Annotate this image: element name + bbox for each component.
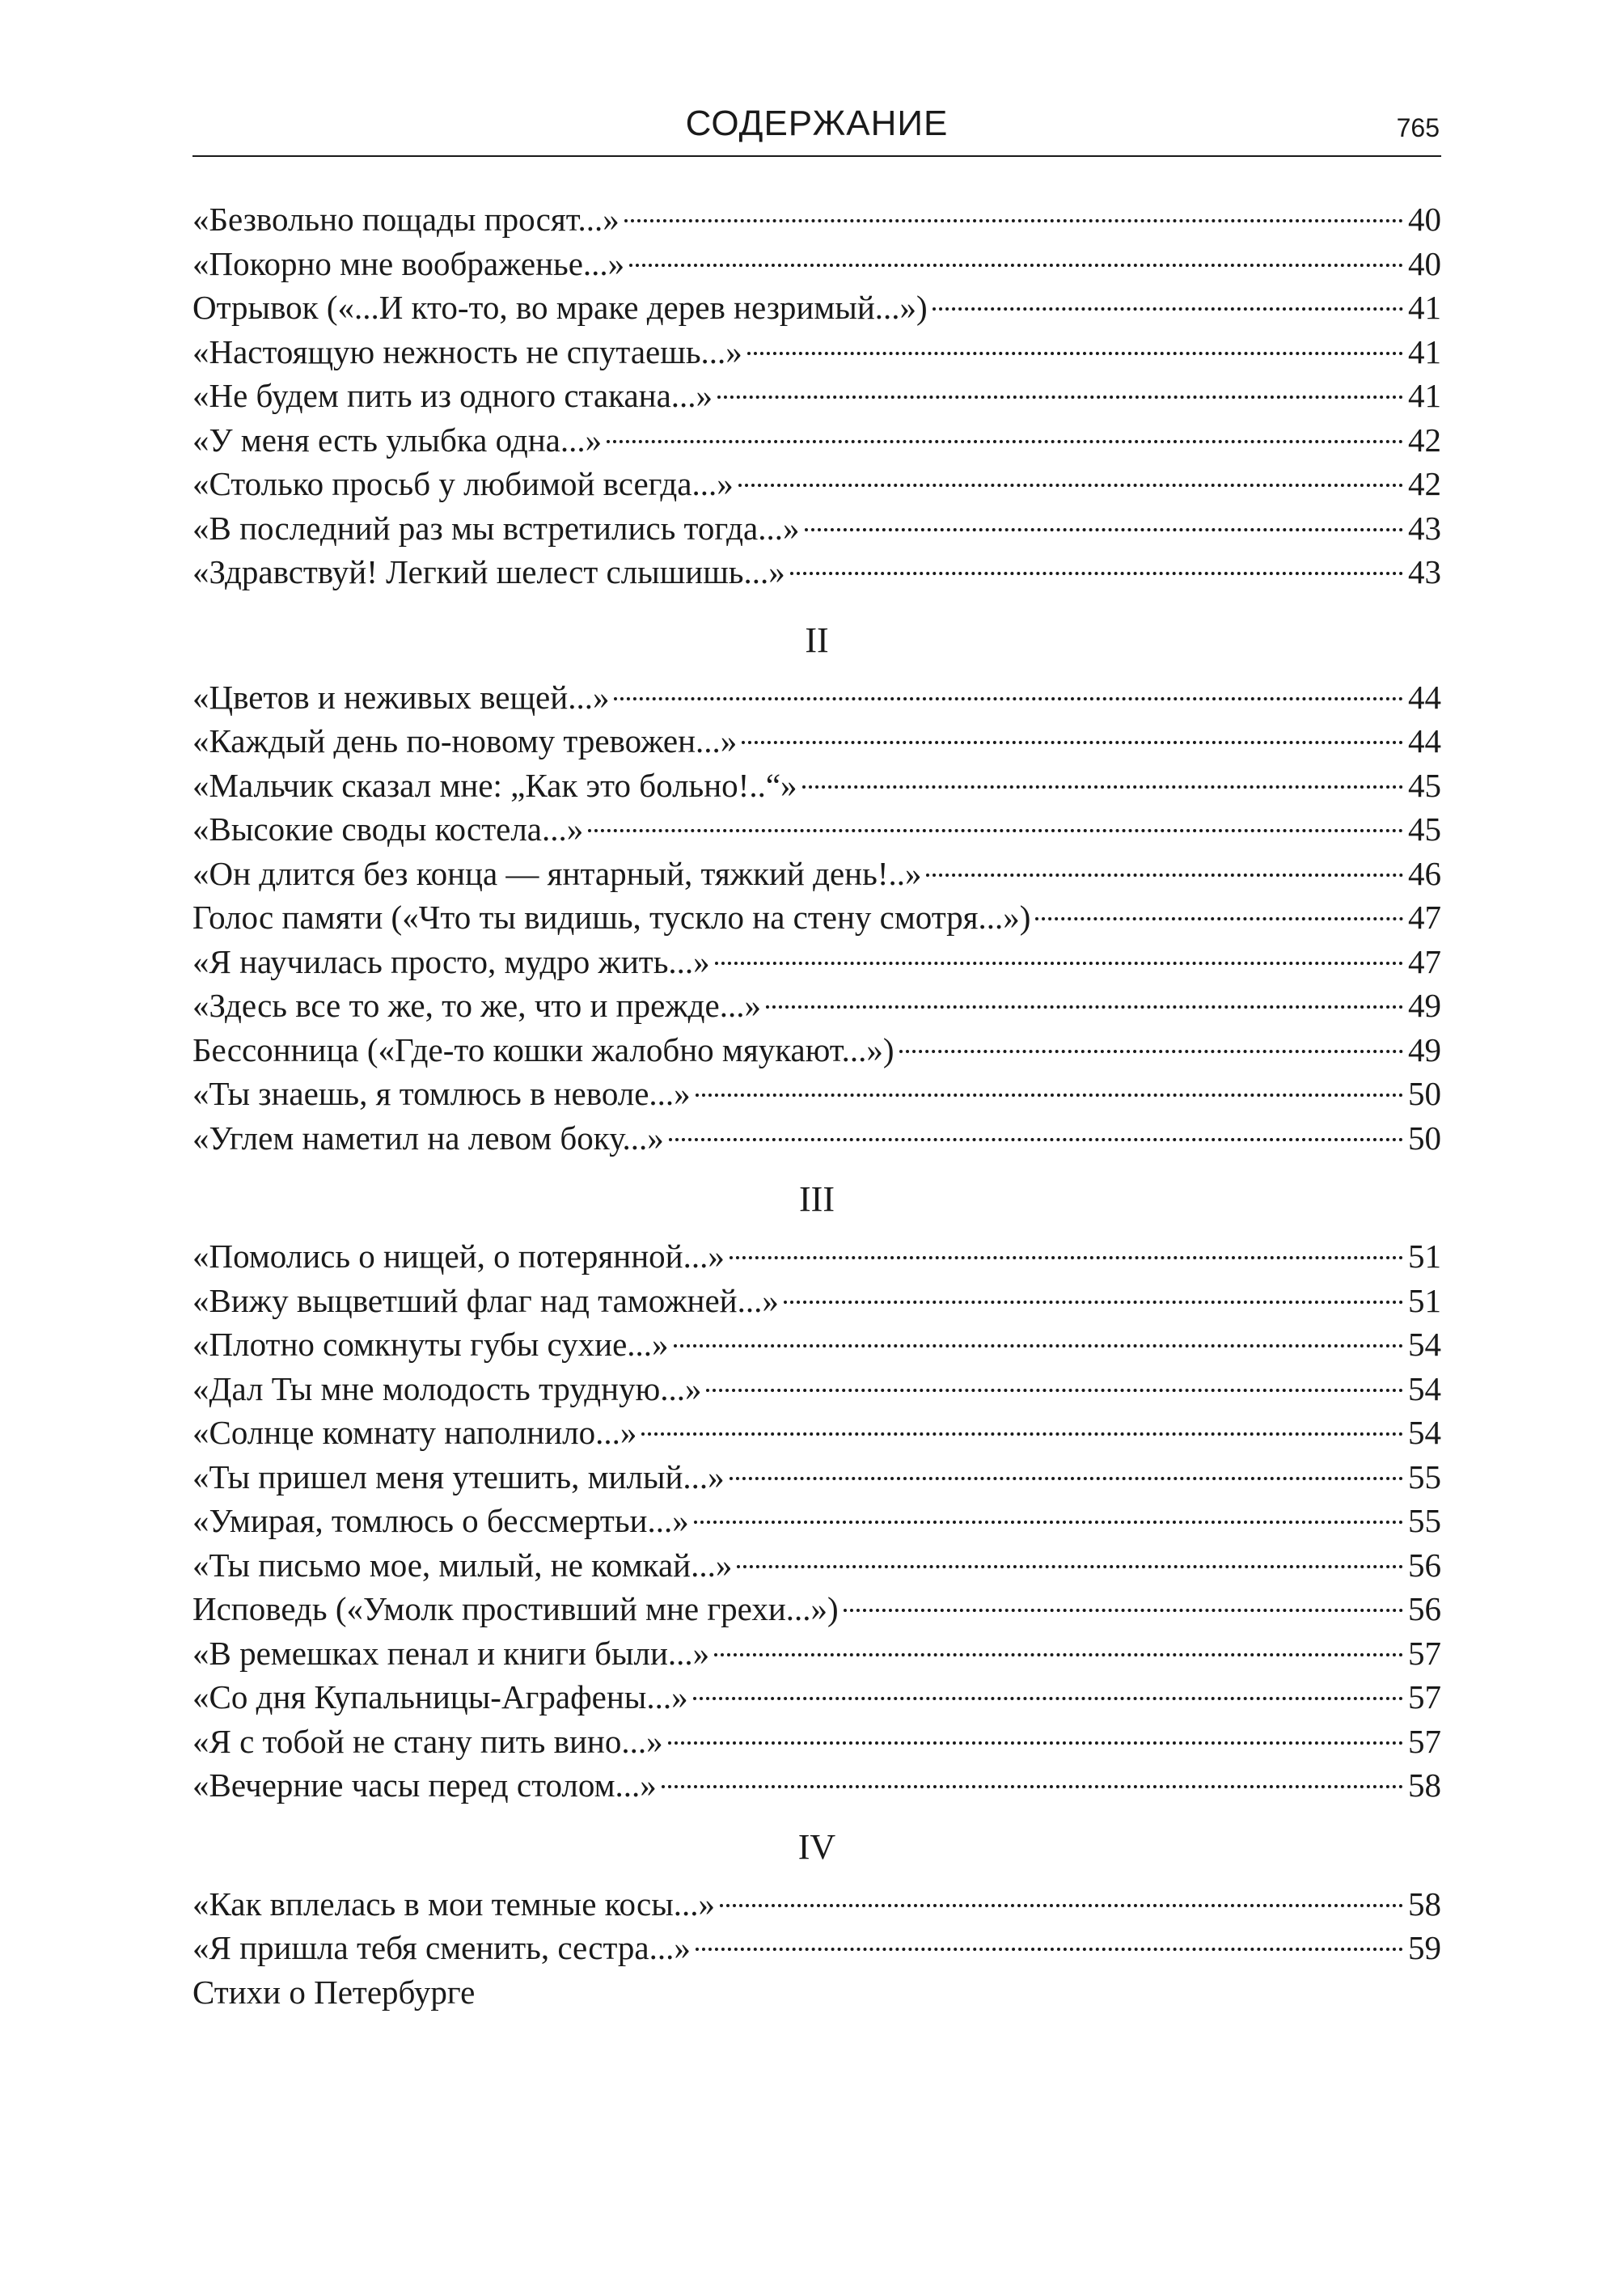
toc-entry-page: 55	[1408, 1502, 1441, 1539]
toc-entry-title: «Здесь все то же, то же, что и прежде...»	[192, 987, 761, 1024]
toc-entry[interactable]	[192, 506, 1441, 551]
toc-entry[interactable]	[192, 1367, 1441, 1411]
toc-entry-page: 50	[1408, 1075, 1441, 1112]
toc-entry[interactable]	[192, 1720, 1441, 1764]
toc-entry-page: 44	[1408, 722, 1441, 759]
toc-entry[interactable]	[192, 374, 1441, 418]
toc-entry-page: 51	[1408, 1281, 1441, 1319]
toc-entry[interactable]	[192, 1072, 1441, 1116]
toc-entry-page: 42	[1408, 421, 1441, 459]
toc-entry[interactable]	[192, 550, 1441, 594]
toc-entry-page: 49	[1408, 987, 1441, 1024]
toc-entry-title: «Помолись о нищей, о потерянной...»	[192, 1237, 725, 1275]
toc-entry-page: 58	[1408, 1766, 1441, 1804]
toc-entry-page: 55	[1408, 1457, 1441, 1496]
running-header	[192, 97, 1441, 157]
toc-entry[interactable]	[192, 330, 1441, 374]
toc-entry[interactable]	[192, 1763, 1441, 1808]
section-heading: IV	[797, 1826, 836, 1867]
toc-entry[interactable]	[192, 197, 1441, 242]
toc-entry[interactable]	[192, 1543, 1441, 1588]
dot-leader	[730, 1256, 1403, 1259]
toc-entry-title: «В ремешках пенал и книги были...»	[192, 1634, 710, 1672]
dot-leader	[624, 219, 1403, 222]
dot-leader	[694, 1521, 1403, 1524]
dot-leader	[696, 1094, 1403, 1097]
dot-leader	[669, 1138, 1403, 1141]
page-title: СОДЕРЖАНИЕ	[685, 104, 949, 143]
dot-leader	[614, 697, 1403, 700]
dot-leader	[693, 1697, 1403, 1700]
toc-entry[interactable]	[192, 764, 1441, 808]
toc-entry-title: Бессонница («Где-то кошки жалобно мяукают...»)	[192, 1030, 894, 1068]
toc-entry-page: 56	[1408, 1546, 1441, 1584]
dot-leader	[662, 1785, 1403, 1788]
toc-entry[interactable]	[192, 984, 1441, 1028]
toc-entry[interactable]	[192, 1116, 1441, 1161]
section-heading: II	[805, 620, 829, 660]
toc-entry-page: 41	[1408, 377, 1441, 414]
toc-entry-title: «Покорно мне воображенье...»	[192, 244, 625, 282]
toc-entry[interactable]	[192, 675, 1441, 720]
toc-entry-title: «Ты пришел меня утешить, милый...»	[192, 1457, 725, 1496]
toc-entry-title: «Высокие своды костела...»	[192, 810, 584, 848]
toc-entry-page: 40	[1408, 201, 1441, 238]
toc-entry-title: Голос памяти («Что ты видишь, тускло на стену смотря...»)	[192, 899, 1031, 936]
dot-leader	[714, 1653, 1403, 1656]
toc-entry[interactable]	[192, 807, 1441, 852]
dot-leader	[720, 1904, 1403, 1907]
toc-entry-title: «Настоящую нежность не спутаешь...»	[192, 332, 742, 370]
toc-entry[interactable]	[192, 895, 1441, 940]
table-of-contents	[192, 197, 1441, 2014]
toc-entry-page: 41	[1408, 289, 1441, 326]
dot-leader	[766, 1005, 1403, 1009]
toc-entry[interactable]	[192, 462, 1441, 506]
toc-entry-page: 57	[1408, 1634, 1441, 1672]
toc-entry-title: Стихи о Петербурге	[192, 1973, 476, 2011]
dot-leader	[696, 1948, 1403, 1951]
toc-entry-page: 45	[1408, 810, 1441, 848]
toc-entry-title: «У меня есть улыбка одна...»	[192, 421, 603, 459]
dot-leader	[899, 1050, 1403, 1053]
toc-entry[interactable]	[192, 242, 1441, 286]
toc-entry-title: «В последний раз мы встретились тогда...»	[192, 509, 800, 547]
dot-leader	[668, 1741, 1403, 1745]
toc-entry-title: «Как вплелась в мои темные косы...»	[192, 1885, 716, 1923]
dot-leader	[641, 1432, 1403, 1436]
toc-entry-page: 47	[1408, 899, 1441, 936]
toc-entry[interactable]	[192, 1279, 1441, 1323]
dot-leader	[607, 440, 1403, 443]
toc-entry-title: «Умирая, томлюсь о бессмертьи...»	[192, 1502, 689, 1539]
toc-entry-page: 58	[1408, 1885, 1441, 1923]
toc-entry-page: 54	[1408, 1414, 1441, 1451]
toc-entry-title: «Цветов и неживых вещей...»	[192, 678, 610, 716]
dot-leader	[802, 785, 1403, 789]
dot-leader	[742, 741, 1403, 744]
toc-entry-title: «Не будем пить из одного стакана...»	[192, 377, 713, 414]
toc-entry-title: «Здравствуй! Легкий шелест слышишь...»	[192, 553, 785, 590]
dot-leader	[737, 1565, 1403, 1568]
toc-entry-title: «Плотно сомкнуты губы сухие...»	[192, 1326, 669, 1363]
toc-entry[interactable]	[192, 1455, 1441, 1500]
toc-entry-page: 42	[1408, 465, 1441, 502]
dot-leader	[844, 1609, 1403, 1612]
toc-entry[interactable]	[192, 1587, 1441, 1631]
toc-entry-title: «Со дня Купальницы-Аграфены...»	[192, 1678, 688, 1716]
toc-entry[interactable]	[192, 1926, 1441, 1970]
toc-entry-title: «Углем наметил на левом боку...»	[192, 1119, 664, 1157]
toc-entry-title: «Ты знаешь, я томлюсь в неволе...»	[192, 1075, 691, 1112]
toc-entry[interactable]	[192, 1322, 1441, 1367]
dot-leader	[738, 484, 1403, 487]
dot-leader	[730, 1477, 1403, 1480]
toc-entry[interactable]	[192, 1028, 1441, 1072]
section-heading: III	[799, 1179, 835, 1219]
toc-entry[interactable]	[192, 1631, 1441, 1676]
dot-leader	[629, 264, 1403, 267]
dot-leader	[706, 1389, 1403, 1392]
toc-entry-page: 43	[1408, 553, 1441, 590]
toc-entry[interactable]	[192, 1499, 1441, 1543]
toc-entry-title: «Мальчик сказал мне: „Как это больно!..“»	[192, 766, 797, 804]
toc-entry-title: «Я пришла тебя сменить, сестра...»	[192, 1929, 691, 1966]
toc-entry-title: «Каждый день по-новому тревожен...»	[192, 722, 738, 759]
toc-entry-page: 57	[1408, 1722, 1441, 1760]
dot-leader	[790, 572, 1403, 575]
toc-entry[interactable]	[192, 1675, 1441, 1720]
toc-entry-title: «Ты письмо мое, милый, не комкай...»	[192, 1546, 733, 1584]
toc-entry-title: Исповедь («Умолк простивший мне грехи...»)	[192, 1590, 839, 1627]
toc-entry-title: «Солнце комнату наполнило...»	[192, 1414, 637, 1451]
toc-entry[interactable]	[192, 1970, 1441, 2015]
toc-entry[interactable]	[192, 1882, 1441, 1927]
toc-entry-title: Отрывок («...И кто-то, во мраке дерев незримый...»)	[192, 289, 928, 326]
dot-leader	[674, 1344, 1403, 1347]
toc-entry[interactable]	[192, 940, 1441, 984]
toc-entry-page: 44	[1408, 678, 1441, 716]
toc-entry-title: «Я с тобой не стану пить вино...»	[192, 1722, 663, 1760]
toc-entry-page: 43	[1408, 509, 1441, 547]
dot-leader	[926, 874, 1403, 877]
toc-entry-page: 45	[1408, 766, 1441, 804]
dot-leader	[933, 307, 1403, 311]
toc-entry-page: 54	[1408, 1369, 1441, 1407]
toc-entry-page: 40	[1408, 244, 1441, 282]
page-number: 765	[1396, 113, 1440, 142]
toc-entry-title: «Дал Ты мне молодость трудную...»	[192, 1369, 702, 1407]
toc-entry-page: 57	[1408, 1678, 1441, 1716]
toc-entry-page: 49	[1408, 1030, 1441, 1068]
toc-entry[interactable]	[192, 418, 1441, 463]
toc-entry[interactable]	[192, 1411, 1441, 1455]
dot-leader	[805, 528, 1404, 531]
toc-entry[interactable]	[192, 1234, 1441, 1279]
toc-entry-title: «Он длится без конца — янтарный, тяжкий день!..»	[192, 854, 922, 892]
dot-leader	[747, 352, 1403, 355]
toc-entry-page: 51	[1408, 1237, 1441, 1275]
toc-entry-page: 46	[1408, 854, 1441, 892]
dot-leader	[1035, 917, 1403, 920]
dot-leader	[588, 829, 1403, 832]
toc-entry-title: «Вижу выцветший флаг над таможней...»	[192, 1281, 779, 1319]
toc-entry[interactable]	[192, 852, 1441, 896]
toc-entry-title: «Безвольно пощады просят...»	[192, 201, 620, 238]
toc-entry-title: «Вечерние часы перед столом...»	[192, 1766, 657, 1804]
dot-leader	[715, 962, 1403, 965]
toc-entry-page: 56	[1408, 1590, 1441, 1627]
toc-entry[interactable]	[192, 719, 1441, 764]
toc-entry-title: «Столько просьб у любимой всегда...»	[192, 465, 734, 502]
toc-entry-page: 50	[1408, 1119, 1441, 1157]
toc-entry-page: 41	[1408, 332, 1441, 370]
toc-entry-page: 47	[1408, 942, 1441, 980]
dot-leader	[717, 396, 1403, 399]
toc-entry-title: «Я научилась просто, мудро жить...»	[192, 942, 710, 980]
toc-entry-page: 54	[1408, 1326, 1441, 1363]
dot-leader	[784, 1301, 1403, 1304]
toc-entry-page: 59	[1408, 1929, 1441, 1966]
toc-entry[interactable]	[192, 286, 1441, 330]
